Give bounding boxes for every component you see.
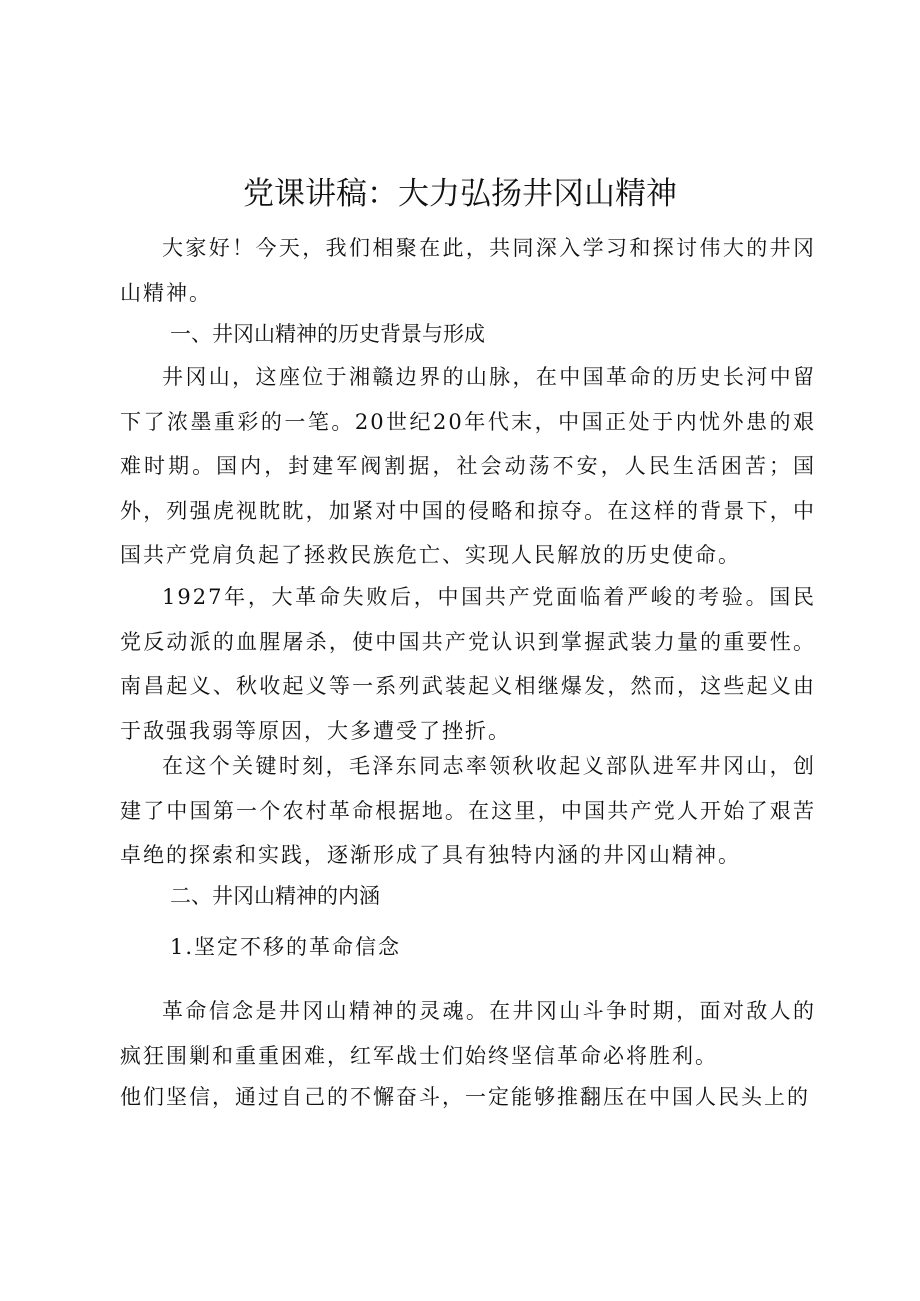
paragraph: 在这个关键时刻，毛泽东同志率领秋收起义部队进军井冈山，创建了中国第一个农村革命根据地。在这里，中国共产党人开始了艰苦卓绝的探索和实践，逐渐形成了具有独特内涵的井冈山精神。 (120, 754, 816, 867)
page-title: 党课讲稿：大力弘扬井冈山精神 (243, 176, 677, 212)
section-heading-2: 二、井冈山精神的内涵 (170, 884, 380, 908)
paragraph: 1927年，大革命失败后，中国共产党面临着严峻的考验。国民党反动派的血腥屠杀，使中国共产党认识到掌握武装力量的重要性。南昌起义、秋收起义等一系列武装起义相继爆发，然而，这些起义由于敌强我弱等原因，大多遭受了挫折。 (120, 585, 816, 743)
paragraph: 革命信念是井冈山精神的灵魂。在井冈山斗争时期，面对敌人的疯狂围剿和重重困难，红军战士们始终坚信革命必将胜利。 (120, 999, 816, 1068)
paragraph-continued: 他们坚信，通过自己的不懈奋斗，一定能够推翻压在中国人民头上的 (120, 1085, 810, 1109)
subsection-heading: 1.坚定不移的革命信念 (170, 935, 402, 959)
section-heading-1: 一、井冈山精神的历史背景与形成 (170, 322, 485, 346)
paragraph: 井冈山，这座位于湘赣边界的山脉，在中国革命的历史长河中留下了浓墨重彩的一笔。20世纪20年代末，中国正处于内忧外患的艰难时期。国内，封建军阀割据，社会动荡不安，人民生活困苦；国外，列强虎视眈眈，加紧对中国的侵略和掠夺。在这样的背景下，中国共产党肩负起了拯救民族危亡、实现人民解放的历史使命。 (120, 365, 816, 567)
intro-paragraph: 大家好！今天，我们相聚在此，共同深入学习和探讨伟大的井冈山精神。 (120, 236, 816, 305)
